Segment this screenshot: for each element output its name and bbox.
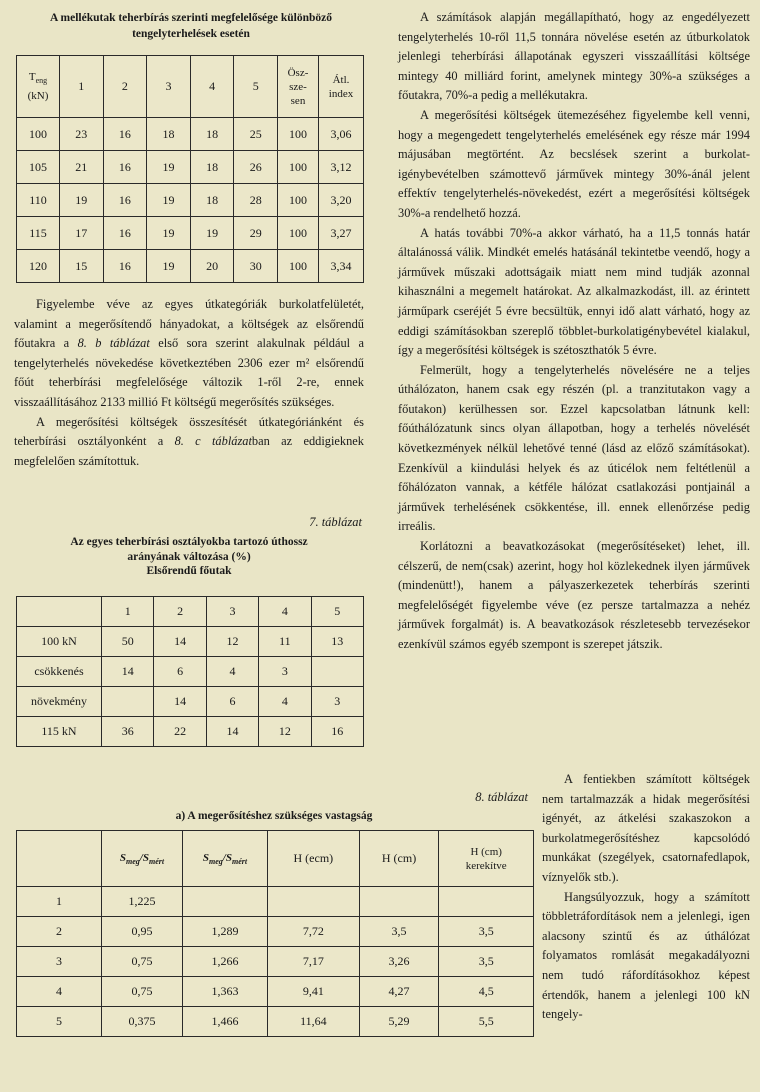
table-cell: 100 [278,118,319,151]
table-cell: 29 [234,217,278,250]
table-cell: 3,5 [359,917,439,947]
table1 [16,55,364,283]
paragraph: Hangsúlyozzuk, hogy a számított többletráfordítások nem a jelenlegi, igen alacsony szintű és az úthálózat folyamatos romlását megakadályozni nem tudó ráfordításokhoz képest értendők, hanem a jelenlegi 100 kN tengely- [542,889,750,1022]
table-row [17,657,364,687]
paragraph: A számítások alapján megállapítható, hogy az engedélyezett tengelyterhelés 10-ről 11,5 tonnára növelése esetén az útburkolatok jelenlegi teherbírási állapotának egyszeri visszaállítási költsége mintegy 40 milliárd forint, amelynek mintegy 30%-a szükséges a főutakra, 70%-a pedig a mellékutakra. [398,10,750,103]
table-cell: 18 [190,118,234,151]
table-cell: növekmény [17,687,102,717]
table-cell: 120 [17,250,60,283]
paragraph: A megerősítési költségek ütemezéséhez figyelembe kell venni, hogy a megengedett tengelyterhelés emelésének egy része már 1994 májusában megtörtént. Az becslések szerint a burkolat-igénybevételben számottevő járművek mintegy 30%-ánál jelent effektív tengelyterhelés-növekedést, ezért a megerősítési költségek 30%-a rendelhető hozzá. [398,107,750,220]
table8-caption: a) A megerősítéshez szükséges vastagság [175,810,373,822]
table-row [17,184,364,217]
table8-header: H (ecm) [268,831,360,887]
table-cell: 4,27 [359,977,439,1007]
table8-header: $S_{meg}/S_{mért}$ [102,831,183,887]
table-cell: 100 [278,151,319,184]
table7-header: 2 [154,597,206,627]
table-cell [311,657,363,687]
table-row [17,717,364,747]
table-cell: 26 [234,151,278,184]
table-cell: 7,72 [268,917,360,947]
table-cell: 16 [103,151,147,184]
table-cell: 25 [234,118,278,151]
table-cell: 3,06 [319,118,364,151]
table-cell: 0,75 [102,947,183,977]
table-cell: 105 [17,151,60,184]
table1-header: 5 [234,56,278,118]
table-cell: 3,26 [359,947,439,977]
table-cell: 1,466 [183,1007,268,1037]
right-narrow-text [542,770,750,1025]
table-cell: 14 [154,627,206,657]
table8-label: 8. táblázat [475,790,528,804]
table-cell: 19 [147,217,191,250]
table-cell: 14 [102,657,154,687]
table-cell: 115 kN [17,717,102,747]
table-cell: 6 [154,657,206,687]
table-cell: 4 [17,977,102,1007]
table-cell: 3,5 [439,917,534,947]
table1-header: Ösz- sze- sen [278,56,319,118]
table-cell: 28 [234,184,278,217]
paragraph: A megerősítési költségek összesítését útkategóriánként és teherbírási osztályonként a 8. c táblázatban az eddigieknek megfelelően számítottuk. [14,414,364,468]
table-cell [359,887,439,917]
table-cell: 1,266 [183,947,268,977]
table-cell: 2 [17,917,102,947]
table-cell: 20 [190,250,234,283]
table1-header: 2 [103,56,147,118]
table1-header: $T_{eng}$ (kN) [17,56,60,118]
table-cell: 16 [103,118,147,151]
table-cell: 100 [278,250,319,283]
table-cell: 115 [17,217,60,250]
table-cell [183,887,268,917]
table8-header [17,831,102,887]
table-cell [439,887,534,917]
table8-header: H (cm) [359,831,439,887]
table-cell: 0,375 [102,1007,183,1037]
table8-header: $S_{meg}/S_{mért}$ [183,831,268,887]
table-cell: 0,75 [102,977,183,1007]
table-cell: 5,5 [439,1007,534,1037]
table-cell: 5,29 [359,1007,439,1037]
table-cell: 12 [259,717,311,747]
table7-label: 7. táblázat [309,515,362,529]
table-cell: 50 [102,627,154,657]
table-cell: 19 [147,151,191,184]
paragraph: Figyelembe véve az egyes útkategóriák burkolatfelületét, valamint a megerősítendő hányadokat, a költségek az elsőrendű főutakra a 8. b táblázat első sora szerint alakulnak például a tengelyterhelés növekedése következtében 2306 ezer m² elsőrendű főút teherbírási megfelelősége változik 1-ről 2-re, ennek visszaállításához 2133 millió Ft költségű megerősítés szükséges. [14,297,364,409]
table-cell: 3,34 [319,250,364,283]
table-cell: 17 [60,217,104,250]
right-text [398,8,750,655]
table-cell [268,887,360,917]
table-row [17,118,364,151]
table-row [17,947,534,977]
table-cell: 18 [190,151,234,184]
table-cell: 3,12 [319,151,364,184]
table-cell: 16 [103,217,147,250]
table-row [17,627,364,657]
table-cell: 22 [154,717,206,747]
table-cell: 6 [206,687,258,717]
table7-header: 3 [206,597,258,627]
table-cell: 1,225 [102,887,183,917]
table-cell: 19 [147,184,191,217]
table-cell: 19 [190,217,234,250]
table-cell: 13 [311,627,363,657]
table-cell: 3 [259,657,311,687]
table-cell: 1,363 [183,977,268,1007]
table1-caption: A mellékutak teherbírás szerinti megfelelősége különböző tengelyterhelések esetén [49,12,333,40]
table-cell: 12 [206,627,258,657]
table1-header: 4 [190,56,234,118]
table-cell: 100 [278,217,319,250]
table1-header: 1 [60,56,104,118]
table8-header: H (cm) kerekítve [439,831,534,887]
table-cell: 15 [60,250,104,283]
table-cell: 4 [259,687,311,717]
table-row [17,151,364,184]
table-cell: 5 [17,1007,102,1037]
table-cell: 3,5 [439,947,534,977]
table-cell: 100 [278,184,319,217]
table7-header: 1 [102,597,154,627]
table-cell: 3,20 [319,184,364,217]
table-cell: 19 [147,250,191,283]
table-cell: 16 [103,250,147,283]
table1-header: 3 [147,56,191,118]
table-cell: 23 [60,118,104,151]
table-cell: 0,95 [102,917,183,947]
table-cell [102,687,154,717]
table-cell: 11 [259,627,311,657]
table7-header [17,597,102,627]
table-row [17,217,364,250]
table-cell: 7,17 [268,947,360,977]
table-row [17,687,364,717]
table-cell: 18 [147,118,191,151]
left-text [14,295,364,471]
paragraph: Felmerült, hogy a tengelyterhelés növelésére ne a teljes úthálózaton, hanem csak egy részén (pl. a tranzitutakon vagy a főutakon) kerülhessen sor. Ezzel kapcsolatban látnunk kell: főúthálózatunk sincs olyan állapotban, hogy a terhelés növelését következmények nélkül lehetővé tenné (lásd az előző számításokat). Ezenkívül a kiindulási helyek és az úticélok nem feltétlenül a főhálózaton vannak, a kétféle hálózat csatlakozási pontjainál a járművek terhelésének csökkentése, ill. ennek ellenőrzése pedig irreális. [398,362,750,534]
table7 [16,596,364,747]
table-cell: 1,289 [183,917,268,947]
table7-caption: Az egyes teherbírási osztályokba tartozó úthossz arányának változása (%) Elsőrendű főutak [70,536,308,577]
table-row [17,977,534,1007]
table-cell: 16 [103,184,147,217]
table-cell: csökkenés [17,657,102,687]
table-row [17,1007,534,1037]
table-cell: 14 [206,717,258,747]
table-cell: 18 [190,184,234,217]
table-row [17,917,534,947]
paragraph: A hatás további 70%-a akkor várható, ha a 11,5 tonnás határ általánossá válik. Mindkét emelés hatásánál tekintetbe veendő, hogy a járművek műszaki adottságaik miatt nem mind tudják azonnal kihasználni a megemelt határokat. Az alkalmazkodást, ill. az érintett járműpark cseréjét 5 évre becsültük, ennyi idő alatt várható, hogy az eddigi számításokban szereplő többlet-burkolatigénybevétel kialakul, így a megerősítési költségek is szétoszthatók 5 évre. [398,225,750,358]
table7-header: 5 [311,597,363,627]
table-cell: 110 [17,184,60,217]
table-cell: 21 [60,151,104,184]
table-cell: 16 [311,717,363,747]
paragraph: A fentiekben számított költségek nem tartalmazzák a hidak megerősítési igényét, az átkelési szakaszokon a burkolatmegerősítéshez kapcsolódó munkákat (szegélyek, csatornafedlapok, víznyelők stb.). [542,772,750,884]
table-cell: 100 kN [17,627,102,657]
table-cell: 4,5 [439,977,534,1007]
table7-header: 4 [259,597,311,627]
paragraph: Korlátozni a beavatkozásokat (megerősítéseket) lehet, ill. célszerű, de nem(csak) azerint, hogy hol közlekednek ilyen járművek (mindenütt!), hanem a pályaszerkezetek teherbírás szerinti megfelelőségét figyelembe véve (ez persze tartalmazza a nehéz járművek forgalmát) is. A beavatkozások részletesebb tervezésekor ezenkívül számos egyéb szempont is szerepet játszik. [398,539,750,651]
table-cell: 30 [234,250,278,283]
table-row [17,250,364,283]
table-cell: 4 [206,657,258,687]
table1-header: Átl. index [319,56,364,118]
table-cell: 19 [60,184,104,217]
table-cell: 9,41 [268,977,360,1007]
table-cell: 3 [311,687,363,717]
table-cell: 100 [17,118,60,151]
table-cell: 11,64 [268,1007,360,1037]
table-cell: 3,27 [319,217,364,250]
table-cell: 14 [154,687,206,717]
table-row [17,887,534,917]
table-cell: 1 [17,887,102,917]
table8 [16,830,534,1037]
table-cell: 3 [17,947,102,977]
table-cell: 36 [102,717,154,747]
